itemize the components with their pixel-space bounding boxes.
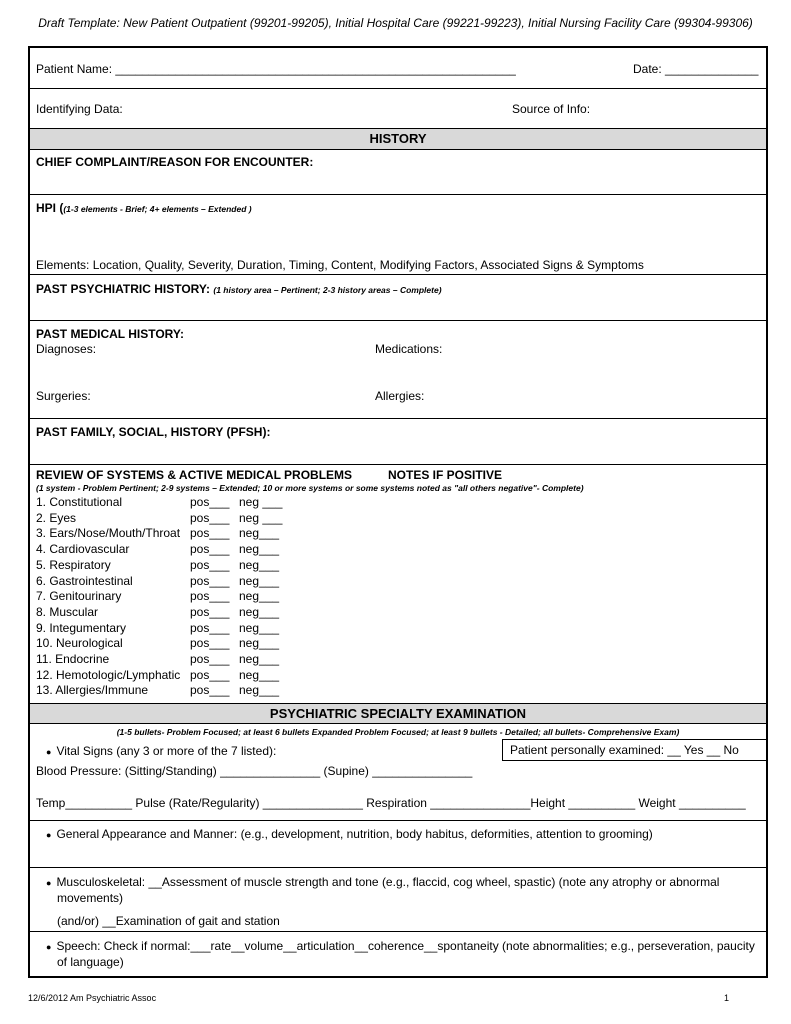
exam-note: (1-5 bullets- Problem Focused; at least 6 bullets Expanded Problem Focused; at least 9 bullets - Detailed; all bullets- Comprehensive Exam) — [116, 727, 680, 737]
ros-item-name: 11. Endocrine — [36, 652, 110, 666]
exam-section-header: PSYCHIATRIC SPECIALTY EXAMINATION — [30, 703, 766, 724]
speech-label: Speech: Check if normal:___rate__volume__articulation__coherence__spontaneity (note abnormalities; e.g., perseveration, paucity — [56, 939, 755, 953]
chief-complaint-label: CHIEF COMPLAINT/REASON FOR ENCOUNTER: — [36, 155, 314, 169]
gait-label: (and/or) __Examination of gait and station — [57, 914, 280, 928]
bullet-icon: ● — [46, 942, 52, 952]
ros-item-name: 6. Gastrointestinal — [36, 573, 133, 588]
ros-pos-field[interactable]: pos___ — [190, 557, 230, 572]
page-number: 1 — [724, 993, 730, 1003]
ros-neg-field[interactable]: neg___ — [239, 620, 280, 635]
diagnoses-label: Diagnoses: — [36, 342, 97, 356]
past-psychiatric-label: PAST PSYCHIATRIC HISTORY: — [36, 282, 211, 296]
divider — [30, 464, 766, 465]
ros-item-name: 8. Muscular — [36, 604, 99, 619]
allergies-label: Allergies: — [375, 389, 425, 403]
past-psychiatric-note: (1 history area – Pertinent; 2-3 history areas – Complete) — [213, 285, 442, 295]
general-appearance-label: General Appearance and Manner: (e.g., development, nutrition, body habitus, deformities, attention to grooming) — [56, 827, 653, 841]
hpi-label: HPI ( — [36, 201, 64, 215]
speech-label-cont: of language) — [57, 955, 124, 969]
date-field[interactable]: Date: ______________ — [633, 62, 759, 76]
ros-neg-field[interactable]: neg___ — [239, 667, 280, 682]
pfsh-label: PAST FAMILY, SOCIAL, HISTORY (PFSH): — [36, 425, 271, 439]
vital-signs-label: Vital Signs (any 3 or more of the 7 listed): — [56, 744, 277, 758]
ros-pos-field[interactable]: pos___ — [190, 620, 230, 635]
hpi-note: (1-3 elements - Brief; 4+ elements – Extended ) — [63, 204, 252, 214]
blood-pressure-field[interactable]: Blood Pressure: (Sitting/Standing) _______________ (Supine) _______________ — [36, 764, 473, 778]
divider — [30, 820, 766, 821]
identifying-data-label: Identifying Data: — [36, 102, 123, 116]
ros-pos-field[interactable]: pos___ — [190, 636, 230, 651]
ros-pos-field[interactable]: pos___ — [190, 683, 230, 698]
divider — [30, 867, 766, 868]
ros-neg-field[interactable]: neg___ — [239, 683, 280, 698]
surgeries-label: Surgeries: — [36, 389, 91, 403]
past-medical-label: PAST MEDICAL HISTORY: — [36, 327, 185, 341]
vitals-line-field[interactable]: Temp__________ Pulse (Rate/Regularity) _______________ Respiration _______________Height __________ Weight __________ — [36, 796, 746, 810]
ros-neg-field[interactable]: neg___ — [239, 604, 280, 619]
ros-neg-field[interactable]: neg___ — [239, 589, 280, 604]
footer-text: 12/6/2012 Am Psychiatric Assoc — [28, 993, 157, 1003]
hpi-elements-text: Elements: Location, Quality, Severity, Duration, Timing, Content, Modifying Factors, Associated Signs & Symptoms — [36, 258, 644, 272]
ros-item-name: 9. Integumentary — [36, 620, 127, 635]
divider — [30, 931, 766, 932]
ros-title: REVIEW OF SYSTEMS & ACTIVE MEDICAL PROBLEMS — [36, 468, 353, 482]
ros-item-name: 7. Genitourinary — [36, 589, 122, 604]
divider — [30, 418, 766, 419]
ros-pos-field[interactable]: pos___ — [190, 510, 230, 525]
ros-pos-field[interactable]: pos___ — [190, 542, 230, 557]
ros-item-name: 3. Ears/Nose/Mouth/Throat — [36, 526, 181, 541]
musculoskeletal-label-cont: movements) — [57, 891, 124, 905]
ros-neg-field[interactable]: neg___ — [239, 636, 280, 651]
source-of-info-label: Source of Info: — [512, 102, 591, 116]
ros-item-name: 10. Neurological — [36, 636, 123, 651]
ros-item-name: 5. Respiratory — [36, 557, 111, 572]
ros-neg-field[interactable]: neg___ — [239, 557, 280, 572]
divider — [30, 88, 766, 89]
medications-label: Medications: — [375, 342, 443, 356]
history-section-header: HISTORY — [30, 128, 766, 150]
ros-neg-field[interactable]: neg___ — [239, 542, 280, 557]
ros-item-name: 1. Constitutional — [36, 495, 123, 509]
ros-notes-title: NOTES IF POSITIVE — [388, 468, 503, 482]
ros-pos-field[interactable]: pos___ — [190, 526, 230, 541]
divider — [30, 194, 766, 195]
ros-neg-field[interactable]: neg ___ — [239, 510, 283, 525]
ros-pos-field[interactable]: pos___ — [190, 589, 230, 604]
ros-item-name: 13. Allergies/Immune — [36, 683, 149, 698]
ros-item-name: 4. Cardiovascular — [36, 542, 130, 557]
ros-item-name: 2. Eyes — [36, 510, 77, 525]
patient-name-field[interactable]: Patient Name: ____________________________________________________________ — [36, 62, 516, 76]
ros-neg-field[interactable]: neg___ — [239, 526, 280, 541]
ros-neg-field[interactable]: neg___ — [239, 573, 280, 588]
ros-note: (1 system - Problem Pertinent; 2-9 systems – Extended; 10 or more systems or some systems noted as "all others negative"- Complete) — [36, 483, 584, 493]
form — [28, 46, 768, 978]
page-header: Draft Template: New Patient Outpatient (99201-99205), Initial Hospital Care (99221-99223), Initial Nursing Facility Care (99304-99306) — [38, 16, 753, 30]
ros-pos-field[interactable]: pos___ — [190, 573, 230, 588]
ros-pos-field[interactable]: pos___ — [190, 495, 230, 509]
divider — [30, 320, 766, 321]
personally-examined-field[interactable]: Patient personally examined: __ Yes __ No — [510, 743, 739, 757]
bullet-icon: ● — [46, 830, 52, 840]
ros-neg-field[interactable]: neg ___ — [239, 495, 283, 509]
ros-pos-field[interactable]: pos___ — [190, 652, 230, 666]
ros-neg-field[interactable]: neg___ — [239, 652, 280, 666]
divider — [30, 274, 766, 275]
ros-pos-field[interactable]: pos___ — [190, 604, 230, 619]
musculoskeletal-label: Musculoskeletal: __Assessment of muscle strength and tone (e.g., flaccid, cog wheel, spastic) (note any atrophy or abnormal — [56, 875, 720, 889]
ros-item-name: 12. Hemotologic/Lymphatic — [36, 667, 181, 682]
bullet-icon: ● — [46, 747, 52, 757]
bullet-icon: ● — [46, 878, 52, 888]
ros-pos-field[interactable]: pos___ — [190, 667, 230, 682]
